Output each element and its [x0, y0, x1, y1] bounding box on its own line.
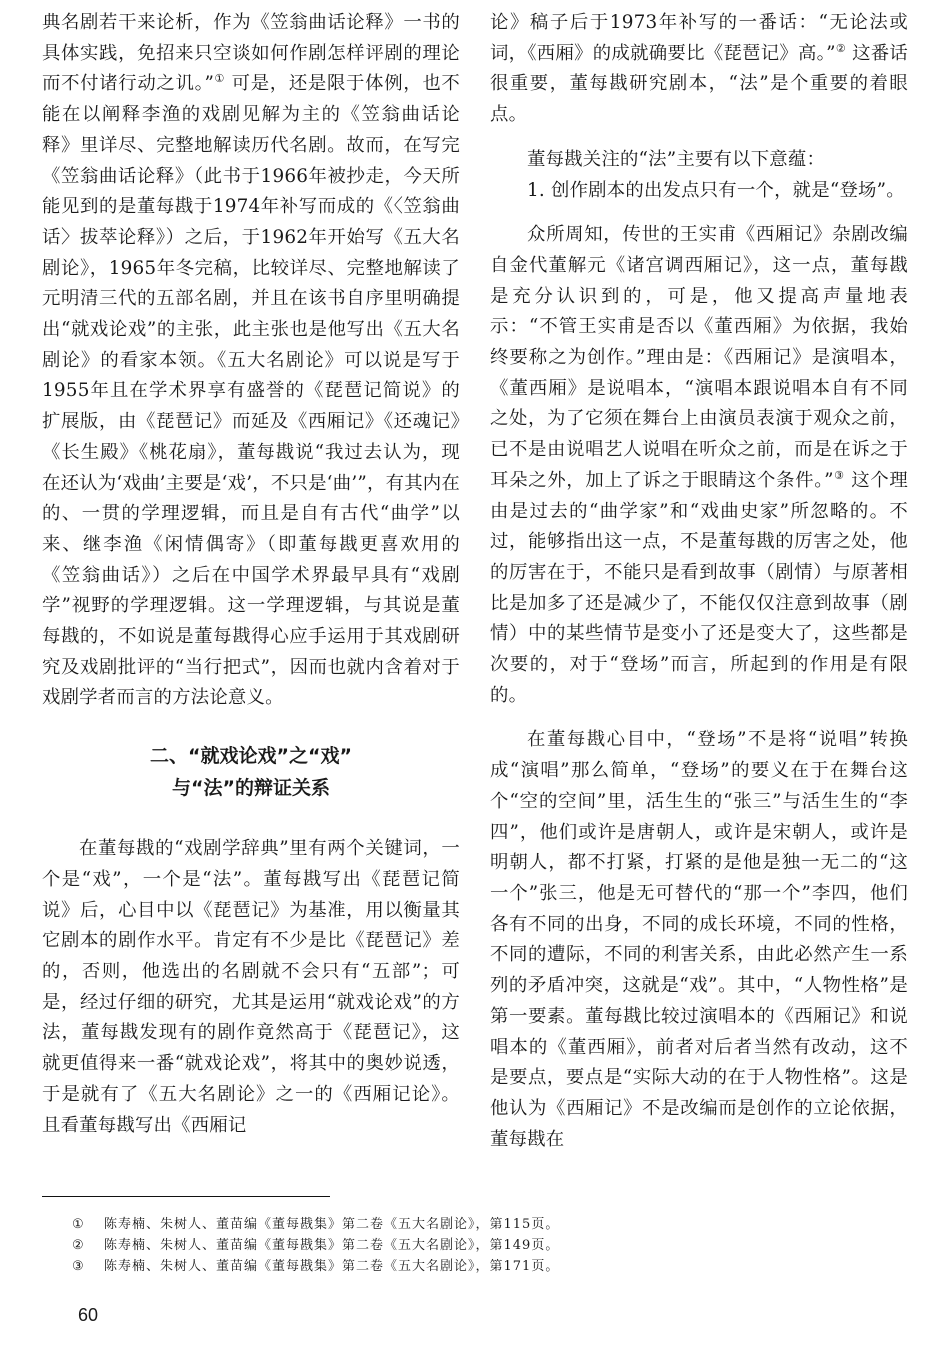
footnote-text: 陈寿楠、朱树人、董苗编《董每戡集》第二卷《五大名剧论》，第171页。	[104, 1259, 560, 1274]
paragraph-gap	[490, 206, 908, 220]
footnote-ref-3[interactable]: ③	[833, 468, 845, 482]
paragraph-gap	[490, 711, 908, 725]
footnotes	[72, 1214, 892, 1277]
right-paragraph-2: 董每戡关注的“法”主要有以下意蕴：	[527, 148, 826, 170]
right-paragraph-4-cont: 这个理由是过去的“曲学家”和“戏曲史家”所忽略的。不过，能够指出这一点，不是董每戡的厉害之处，他的厉害在于，不能只是看到故事（剧情）与原著相比是加多了还是减少了，不能仅仅注意到故事（剧情）中的某些情节是变小了还是变大了，这些都是次要的，对于“登场”而言，所起到的作用是有限的。	[490, 469, 908, 706]
section-heading-line-1: 二、“就戏论戏”之“戏”	[150, 745, 352, 768]
section-heading-line-2: 与“法”的辩证关系	[172, 777, 330, 800]
footnote-ref-2[interactable]: ②	[835, 41, 846, 55]
right-paragraph-3: 1. 创作剧本的出发点只有一个，就是“登场”。	[527, 179, 905, 201]
footnote-3	[72, 1256, 892, 1277]
right-column	[490, 8, 908, 1155]
footnote-2	[72, 1235, 892, 1256]
footnote-text: 陈寿楠、朱树人、董苗编《董每戡集》第二卷《五大名剧论》，第115页。	[104, 1217, 560, 1232]
right-paragraph-4	[490, 220, 908, 711]
section-heading	[42, 740, 460, 804]
page-number: 60	[78, 1305, 99, 1325]
left-column	[42, 8, 460, 1141]
right-paragraph-5: 在董每戡心目中，“登场”不是将“说唱”转换成“演唱”那么简单，“登场”的要义在于在舞台这个“空的空间”里，活生生的“张三”与活生生的“李四”，他们或许是唐朝人，或许是宋朝人，或许是明朝人，都不打紧，打紧的是他是独一无二的“这一个”张三，他是无可替代的“那一个”李四，他们各有不同的出身，不同的成长环境，不同的性格，不同的遭际，不同的利害关系，由此必然产生一系列的矛盾冲突，这就是“戏”。其中，“人物性格”是第一要素。董每戡比较过演唱本的《西厢记》和说唱本的《董西厢》，前者对后者当然有改动，这不是要点，要点是“实际大动的在于人物性格”。这是他认为《西厢记》不是改编而是创作的立论依据，董每戡在	[490, 729, 908, 1150]
footnote-text: 陈寿楠、朱树人、董苗编《董每戡集》第二卷《五大名剧论》，第149页。	[104, 1238, 560, 1253]
right-paragraph-4-text: 众所周知，传世的王实甫《西厢记》杂剧改编自金代董解元《诸宫调西厢记》，这一点，董每戡是充分认识到的，可是，他又提高声量地表示：“不管王实甫是否以《董西厢》为依据，我始终要称之为创作。”理由是：《西厢记》是演唱本，《董西厢》是说唱本，“演唱本跟说唱本自有不同之处，为了它须在舞台上由演员表演于观众之前，已不是由说唱艺人说唱在听众之前，而是在诉之于耳朵之外，加上了诉之于眼睛这个条件。”	[490, 224, 908, 491]
footnote-divider	[42, 1196, 330, 1197]
left-paragraph-1-text: 典名剧若干来论析，作为《笠翁曲话论释》一书的具体实践，免招来只空谈如何作剧怎样评剧的理论而不付诸行动之讥。”	[42, 12, 460, 95]
footnote-mark: ①	[72, 1217, 85, 1232]
footnote-mark: ③	[72, 1259, 85, 1274]
left-paragraph-1	[42, 8, 460, 714]
footnote-ref-1[interactable]: ①	[214, 72, 226, 86]
footnote-1	[72, 1214, 892, 1235]
left-paragraph-1-cont: 可是，还是限于体例，也不能在以阐释李渔的戏剧见解为主的《笠翁曲话论释》里详尽、完整地解读历代名剧。故而，在写完《笠翁曲话论释》（此书于1966年被抄走，今天所能见到的是董每戡于1974年补写而成的《〈笠翁曲话〉拔萃论释》）之后，于1962年开始写《五大名剧论》，1965年冬完稿，比较详尽、完整地解读了元明清三代的五部名剧，并且在该书自序里明确提出“就戏论戏”的主张，此主张也是他写出《五大名剧论》的看家本领。《五大名剧论》可以说是写于1955年且在学术界享有盛誉的《琵琶记简说》的扩展版，由《琵琶记》而延及《西厢记》《还魂记》《长生殿》《桃花扇》，董每戡说“我过去认为，现在还认为‘戏曲’主要是‘戏’，不只是‘曲’”，有其内在的、一贯的学理逻辑，而且是自有古代“曲学”以来、继李渔《闲情偶寄》（即董每戡更喜欢用的《笠翁曲话》）之后在中国学术界最早具有“戏剧学”视野的学理逻辑。这一学理逻辑，与其说是董每戡的，不如说是董每戡得心应手运用于其戏剧研究及戏剧批评的“当行把式”，因而也就内含着对于戏剧学者而言的方法论意义。	[42, 73, 461, 709]
right-paragraph-1-cont: 这番话很重要，董每戡研究剧本，“法”是个重要的着眼点。	[490, 42, 908, 126]
right-paragraph-1	[490, 8, 908, 131]
right-paragraph-1-text: 论》稿子后于1973年补写的一番话：“无论法或词，《西厢》的成就确要比《琵琶记》高。”	[490, 12, 908, 64]
paragraph-gap	[490, 131, 908, 145]
left-paragraph-2: 在董每戡的“戏剧学辞典”里有两个关键词，一个是“戏”，一个是“法”。董每戡写出《琵琶记简说》后，心目中以《琵琶记》为基准，用以衡量其它剧本的剧作水平。肯定有不少是比《琵琶记》差的，否则，他选出的名剧就不会只有“五部”；可是，经过仔细的研究，尤其是运用“就戏论戏”的方法，董每戡发现有的剧作竟然高于《琵琶记》，这就更值得来一番“就戏论戏”，将其中的奥妙说透，于是就有了《五大名剧论》之一的《西厢记论》。且看董每戡写出《西厢记	[42, 838, 460, 1136]
footnote-mark: ②	[72, 1238, 85, 1253]
